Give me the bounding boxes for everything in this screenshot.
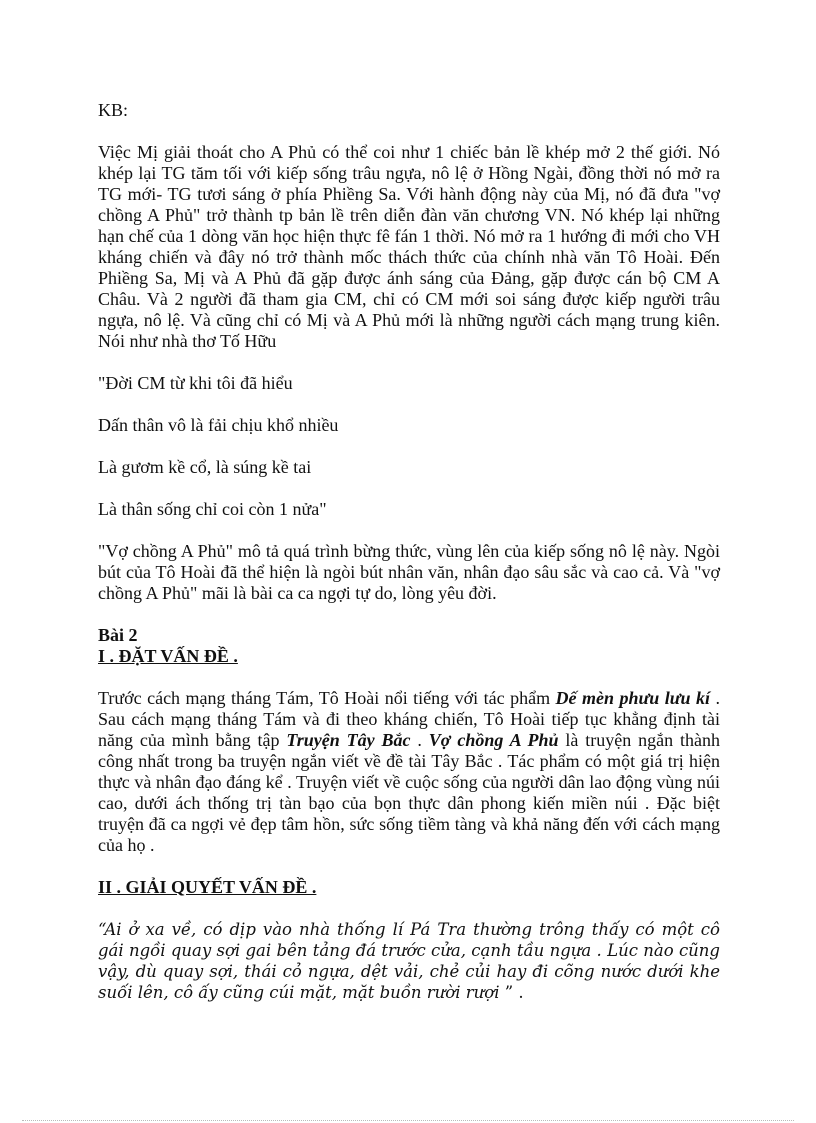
intro-text-4: là truyện ngắn thành công nhất trong ba truyện ngắn viết về đề tài Tây Bắc . Tác phẩm có một giá trị hiện thực và nhân đạo đáng kể . Truyện viết về cuộc sống của người dân lao động vùng núi cao, dưới ách thống trị tàn bạo của bọn thực dân phong kiến miền núi . Đặc biệt truyện đã ca ngợi vẻ đẹp tâm hồn, sức sống tiềm tàng và khả năng đến với cách mạng của họ .	[98, 730, 720, 855]
intro-text-1: Trước cách mạng tháng Tám, Tô Hoài nổi tiếng với tác phẩm	[98, 688, 556, 708]
quote-text: Ai ở xa về, có dịp vào nhà thống lí Pá Tra thường trông thấy có một cô gái ngồi quay sợi gai bên tảng đá trước cửa, cạnh tầu ngựa . Lúc nào cũng vậy, dù quay sợi, thái cỏ ngựa, dệt vải, chẻ củi hay đi cõng nước dưới khe suối lên, cô ấy cũng cúi mặt, mặt buồn rười rượi	[98, 920, 720, 1002]
work-title-vo-chong-a-phu: Vợ chồng A Phủ	[428, 730, 559, 750]
poem-line-4: Là thân sống chỉ coi còn 1 nửa"	[98, 499, 327, 519]
page-bottom-divider	[22, 1120, 794, 1121]
quote-paragraph	[98, 919, 720, 1003]
quote-open-mark: “	[98, 920, 105, 939]
work-title-de-men: Dế mèn phưu lưu kí	[555, 688, 711, 708]
document-page	[98, 100, 720, 1003]
kb-label: KB:	[98, 100, 129, 120]
paragraph-1: Việc Mị giải thoát cho A Phủ có thể coi như 1 chiếc bản lề khép mở 2 thế giới. Nó khép lại TG tăm tối với kiếp sống trâu ngựa, nô lệ ở Hồng Ngài, đồng thời nó mở ra TG mới- TG tươi sáng ở phía Phiềng Sa. Với hành động này của Mị, nó đã đưa "vợ chồng A Phủ" trở thành tp bản lề trên diễn đàn văn chương VN. Nó khép lại những hạn chế của 1 dòng văn học hiện thực fê fán 1 thời. Nó mở ra 1 hướng đi mới cho VH kháng chiến và đây nó trở thành mốc thách thức của chính nhà văn Tô Hoài. Đến Phiềng Sa, Mị và A Phủ đã gặp được ánh sáng của Đảng, gặp được cán bộ CM A Châu. Và 2 người đã tham gia CM, chỉ có CM mới soi sáng được kiếp người trâu ngựa, nô lệ. Và cũng chỉ có Mị và A Phủ mới là những người cách mạng trung kiên. Nói như nhà thơ Tố Hữu	[98, 142, 720, 351]
work-title-truyen-tay-bac: Truyện Tây Bắc	[286, 730, 411, 750]
intro-text-3: .	[410, 730, 429, 750]
section2-heading: II . GIẢI QUYẾT VẤN ĐỀ .	[98, 877, 317, 897]
paragraph-2: "Vợ chồng A Phủ" mô tả quá trình bừng thức, vùng lên của kiếp sống nô lệ này. Ngòi bút của Tô Hoài đã thể hiện là ngòi bút nhân văn, nhân đạo sâu sắc và cao cả. Và "vợ chồng A Phủ" mãi là bài ca ca ngợi tự do, lòng yêu đời.	[98, 541, 720, 603]
intro-text-2: . Sau cách mạng tháng Tám và đi theo kháng chiến, Tô Hoài tiếp tục khẳng định tài năng của mình bằng tập	[98, 688, 721, 750]
poem-line-2: Dấn thân vô là fải chịu khổ nhiều	[98, 415, 339, 435]
section1-heading: I . ĐẶT VẤN ĐỀ .	[98, 646, 238, 666]
poem-line-1: "Đời CM từ khi tôi đã hiểu	[98, 373, 293, 393]
intro-paragraph	[98, 688, 720, 856]
quote-close-mark: ” .	[499, 983, 524, 1002]
bai2-title: Bài 2	[98, 625, 138, 645]
poem-line-3: Là gươm kề cổ, là súng kề tai	[98, 457, 312, 477]
